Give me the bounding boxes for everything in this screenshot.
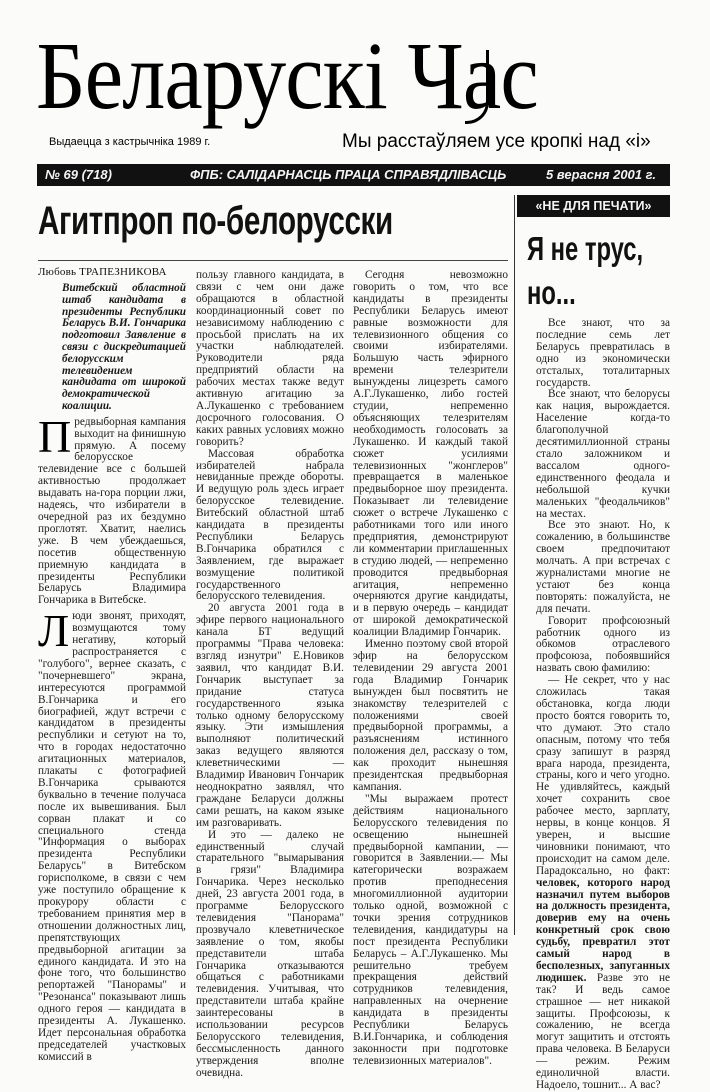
article-author: Любовь ТРАПЕЗНИКОВА [38,266,167,278]
newspaper-tagline: Мы расстаўляем усе кропкi над «i» [342,131,651,152]
paragraph: Все знают, что за последние семь лет Беларусь превратилась в одно из экономически отсталых, тоталитарных государств. [536,317,670,389]
article-headline: Агитпроп по-белорусски [38,199,393,243]
paragraph [536,675,670,1092]
paragraph-text: редвыборная кампания выходит на финишную прямую. А посему белорусское телевидение все с большей активностью продолжает выдавать на-гора порции лжи, надеясь, что избиратели в очередной раз их бездумно проглотят. Хватит, наелись уже. В чем убеждаешься, посетив общественную приемную кандидата в президенты Республики Беларусь Владимира Гончарика в Витебске. [38,415,186,607]
paragraph-text: — Не секрет, что у нас сложилась такая обстановка, когда люди просто боятся говорить то, что думают. Это стало опасным, потому что тебя сразу запишут в разряд врага народа, президента, страны, кого и чего угодно. Не удивляйтесь, каждый хочет сохранить свое рабочее место, зарплату, нервы, в конце концов. Я уверен, и высшие чиновники понимают, что происходит на самом деле. Парадоксально, но факт: [536,674,670,877]
drop-cap: П [38,410,72,462]
sidebar-title: Я не трус, но... [527,230,644,311]
newspaper-title: Беларускi Час [36,22,538,129]
emphasized-text: человек, которого народ назначил путем выборов на должность президента, доверив ему на очень конкретный срок свою судьбу, превратил этот самый народ в бесполезных, запуганных людишек. [536,876,670,984]
paragraph: пользу главного кандидата, в связи с чем они даже обращаются в областной координационный совет по независимому наблюдению с просьбой прислать на их участки наблюдателей. Руководители ряда предприятий области на рабочих местах также ведут активную агитацию за А.Лукашенко с требованием досрочного голосования. О каких равных условиях можно говорить? [196,269,344,448]
paragraph: Сегодня невозможно говорить о том, что все кандидаты в президенты Республики Беларусь имеют равные возможности для телевизионного общения со своими избирателями. Большую часть эфирного времени телезрители вынуждены лицезреть самого А.Г.Лукашенко, либо гостей студии, непременно объясняющих телезрителям необходимость голосовать за Лукашенко. И каждый такой сюжет усилиями телевизионных "жонглеров" превращается в маленькое предвыборное шоу президента. Показывает ли телевидение сюжет о встрече Лукашенко с работниками того или иного предприятия, демонстрируют ли комментарии приглашенных в студию людей, — непременно проводится предвыборная агитация, непременно очерняются другие кандидаты, и в первую очередь – кандидат от широкой демократической коалиции Владимир Гончарик. [353,269,508,639]
paragraph: Массовая обработка избирателей набрала невиданные прежде обороты. И ведущую роль здесь играет белорусское телевидение. Витебский областной штаб кандидата в президенты Республики Беларусь В.Гончарика обратился с Заявлением, где выражает возмущение политикой государственного белорусского телевидения. [196,447,344,603]
issue-band [37,164,670,186]
article-column-3 [353,270,508,1068]
paragraph [38,410,186,608]
article-column-1 [38,283,186,1064]
paragraph-text: юди звонят, приходят, возмущаются тому негативу, который распространяется с "голубого", вернее сказать, с "почерневшего" экрана, интересуются программой В.Гончарика и его биографией, ждут встречи с кандидатом в президенты республики и сетуют на то, что в городах недостаточно агитационных материалов, плакаты с фотографией В.Гончарика срываются буквально в течение получаса после их вывешивания. Был сорван плакат и со специального стенда "Информация о выборах президента Республики Беларусь" в Витебском горисполкоме, в связи с чем уже поступило обращение к прокурору области с требованием принятия мер в отношении должностных лиц, препятствующих предвыборной агитации за единого кандидата. И это на фоне того, что большинство репортажей "Панорамы" и "Резонанса" показывают лишь одного героя — кандидата в президенты А. Лукашенко. Идет персональная обработка председателей участковых комиссий в [38,610,186,1063]
issue-date: 5 верасня 2001 г. [545,167,656,182]
paragraph [38,605,186,1063]
founded-note: Выдаецца з кастрычнiка 1989 г. [49,136,211,148]
sidebar-column [536,318,670,1092]
union-motto: ФПБ: САЛIДАРНАСЦЬ ПРАЦА СПРАВЯДЛIВАСЦЬ [190,167,507,182]
paragraph: Все знают, что белорусы как нация, вырождается. Население когда-то благополучной десятимиллионной страны стало заложником и вассалом одного-единственного феодала и небольшой кучки маленьких "феодальчиков" на местах. [536,388,670,520]
clock-hand-ornament [465,50,489,124]
article-lead: Витебский областной штаб кандидата в президенты Республики Беларусь В.И. Гончарика подготовил Заявление в связи с дискредитацией белорусским телевидением кандидата от широкой демократической коалиции. [62,282,186,412]
article-column-2 [196,270,344,1080]
paragraph: Именно поэтому свой второй эфир на белорусском телевидении 29 августа 2001 года Владимир Гончарик вынужден был посвятить не знакомству телезрителей с положениями своей предвыборной программы, а разъяснениям истинного положения дел, рассказу о том, как проходит нынешняя президентская предвыборная кампания. [353,638,508,793]
sidebar-rubric: «НЕ ДЛЯ ПЕЧАТИ» [517,195,670,217]
paragraph: Все это знают. Но, к сожалению, в большинстве своем предпочитают молчать. А при встречах с журналистами многие не устают без конца повторять: пожалуйста, не для печати. [536,519,670,615]
paragraph: И это — далеко не единственный случай старательного "вымарывания в грязи" Владимира Гончарика. Через несколько дней, 23 августа 2001 года, в программе Белорусского телевидения "Панорама" прозвучало клеветническое заявление о том, якобы представители штаба Гончарика отказываются общаться с работниками телевидения. Учитывая, что представители штаба крайне заинтересованы в использовании ресурсов Белорусского телевидения, бессмысленность данного утверждения вполне очевидна. [196,828,344,1079]
paragraph: 20 августа 2001 года в эфире первого национального канала БТ ведущий программы "Права человека: взгляд изнутри" Е.Новиков заявил, что кандидат В.И. Гончарик выступает за придание статуса государственного языка только одному белорусскому языку. Эти измышления выполняют политический заказ ведущего являются клеветническими — Владимир Иванович Гончарик неоднократно заявлял, что граждане Беларуси должны сами решать, на каком языке им разговаривать. [196,602,344,829]
headline-rule [38,260,508,261]
paragraph: Говорит профсоюзный работник одного из обкомов отраслевого профсоюза, побоявшийся назвать свою фамилию: [536,614,670,675]
issue-number: № 69 (718) [45,167,112,182]
paragraph: "Мы выражаем протест действиям национального Белорусского телевидения по освещению нынешней предвыборной кампании, — говорится в Заявлении.— Мы категорически возражаем против преподнесения многомиллионной аудитории только одной, возможной с точки зрения сотрудников телевидения, кандидатуры на пост президента Республики Беларусь – А.Г.Лукашенко. Мы решительно требуем прекращения действий сотрудников телевидения, направленных на очернение кандидата в президенты Республики Беларусь В.И.Гончарика, и соблюдения законности при подготовке телевизионных материалов". [353,792,508,1067]
paragraph-text: Разве это не так? И ведь самое страшное — нет никакой защиты. Профсоюзы, к сожалению, не всегда могут защитить и отстоять права человека. В Беларуси — режим. Режим единоличной власти. Надоело, тошнит... А вас? [536,971,670,1091]
sidebar-divider [514,195,515,935]
drop-cap: Л [38,605,70,657]
